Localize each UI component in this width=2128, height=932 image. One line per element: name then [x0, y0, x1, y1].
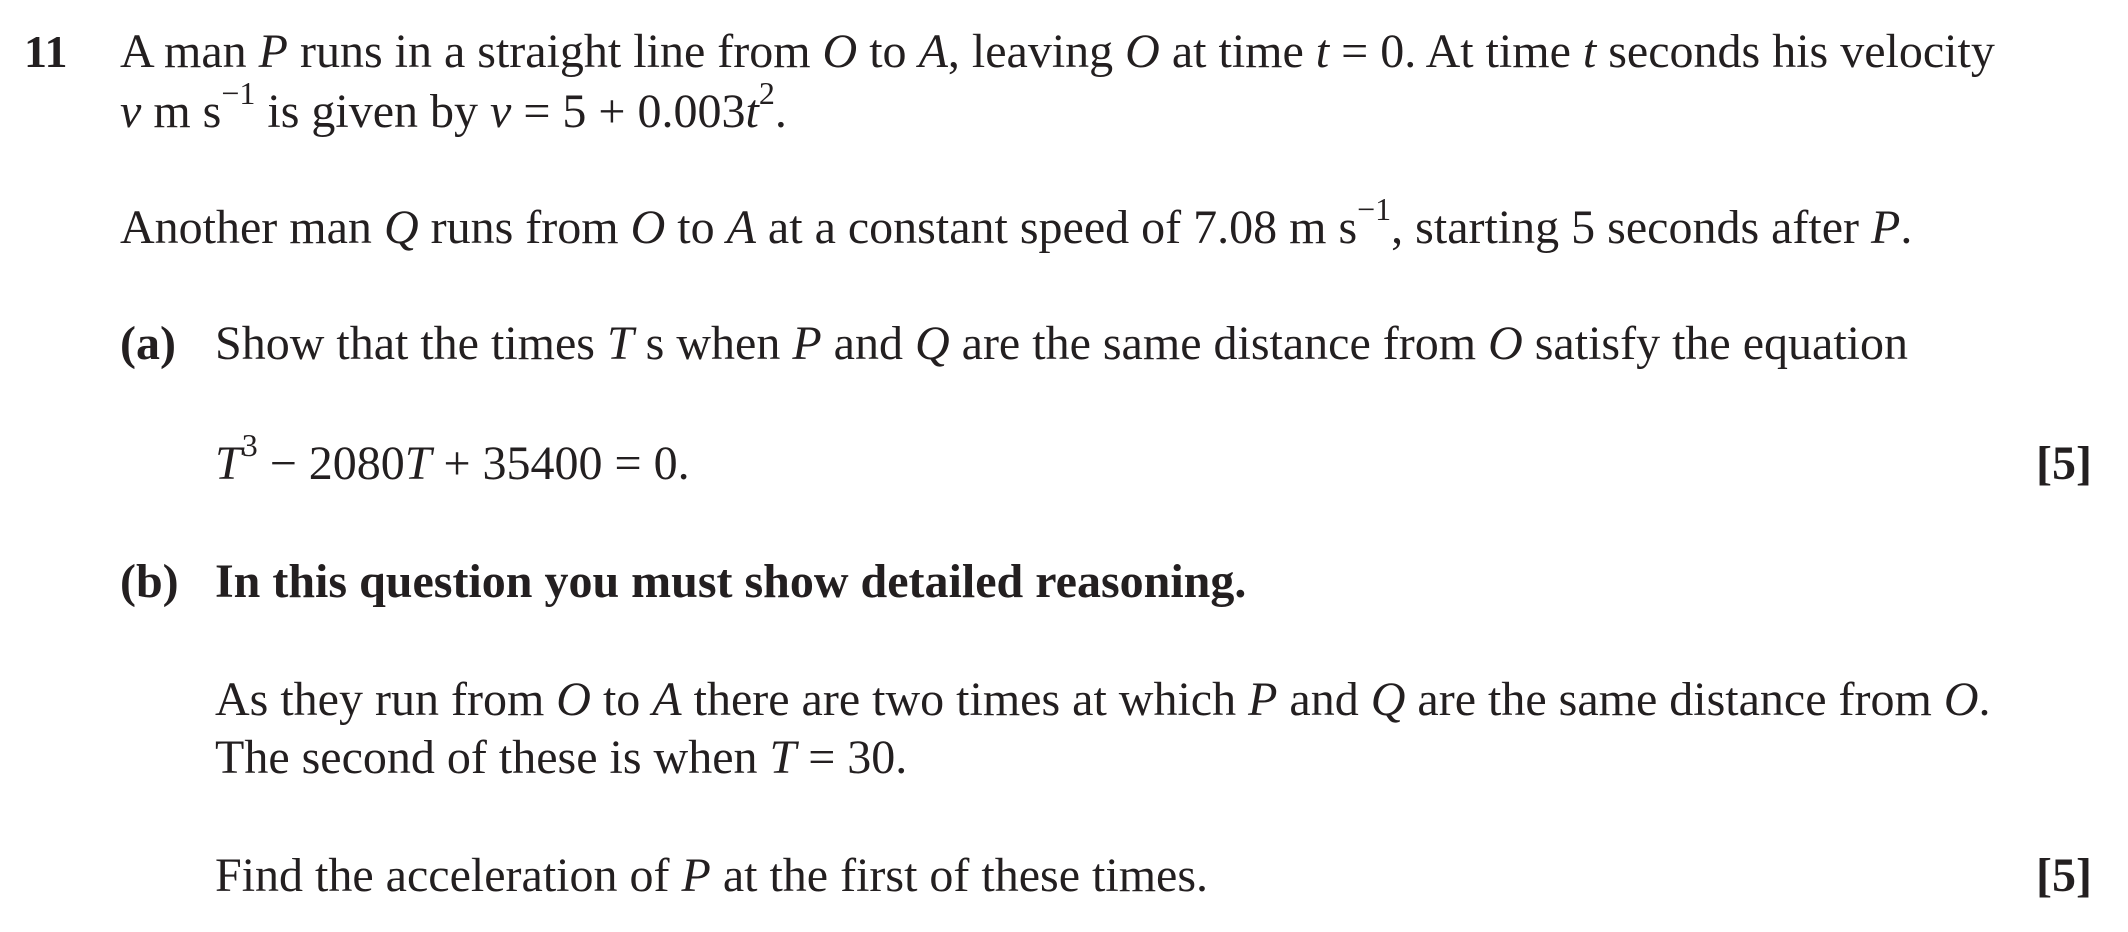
intro-line-1: A man P runs in a straight line from O to A, leaving O at time t = 0. At time t seconds his velocity	[120, 25, 1995, 78]
intro-line-2: v m $s^{-1}$ is given by $v = 5 + 0.003t^2$.	[120, 75, 787, 138]
part-b-line-1: As they run from O to A there are two times at which P and Q are the same distance from O.	[215, 673, 1991, 726]
part-a-label: (a)	[120, 317, 176, 370]
part-b-instruction: In this question you must show detailed reasoning.	[215, 555, 1247, 608]
part-b-label: (b)	[120, 555, 179, 608]
second-runner-line: Another man Q runs from O to A at a constant speed of 7.08 m $s^{-1}$, starting 5 seconds after P.	[120, 191, 1913, 254]
part-b-line-3: Find the acceleration of P at the first of these times.	[215, 849, 1209, 902]
part-a-prompt: Show that the times T s when P and Q are the same distance from O satisfy the equation	[215, 317, 1908, 370]
part-b-marks: [5]	[2036, 849, 2092, 902]
question-number: 11	[24, 26, 68, 77]
part-a-marks: [5]	[2036, 437, 2092, 490]
part-a-equation: $T^3 - 2080T + 35400 = 0$.	[215, 427, 690, 490]
part-b-line-2: The second of these is when T = 30.	[215, 731, 908, 784]
